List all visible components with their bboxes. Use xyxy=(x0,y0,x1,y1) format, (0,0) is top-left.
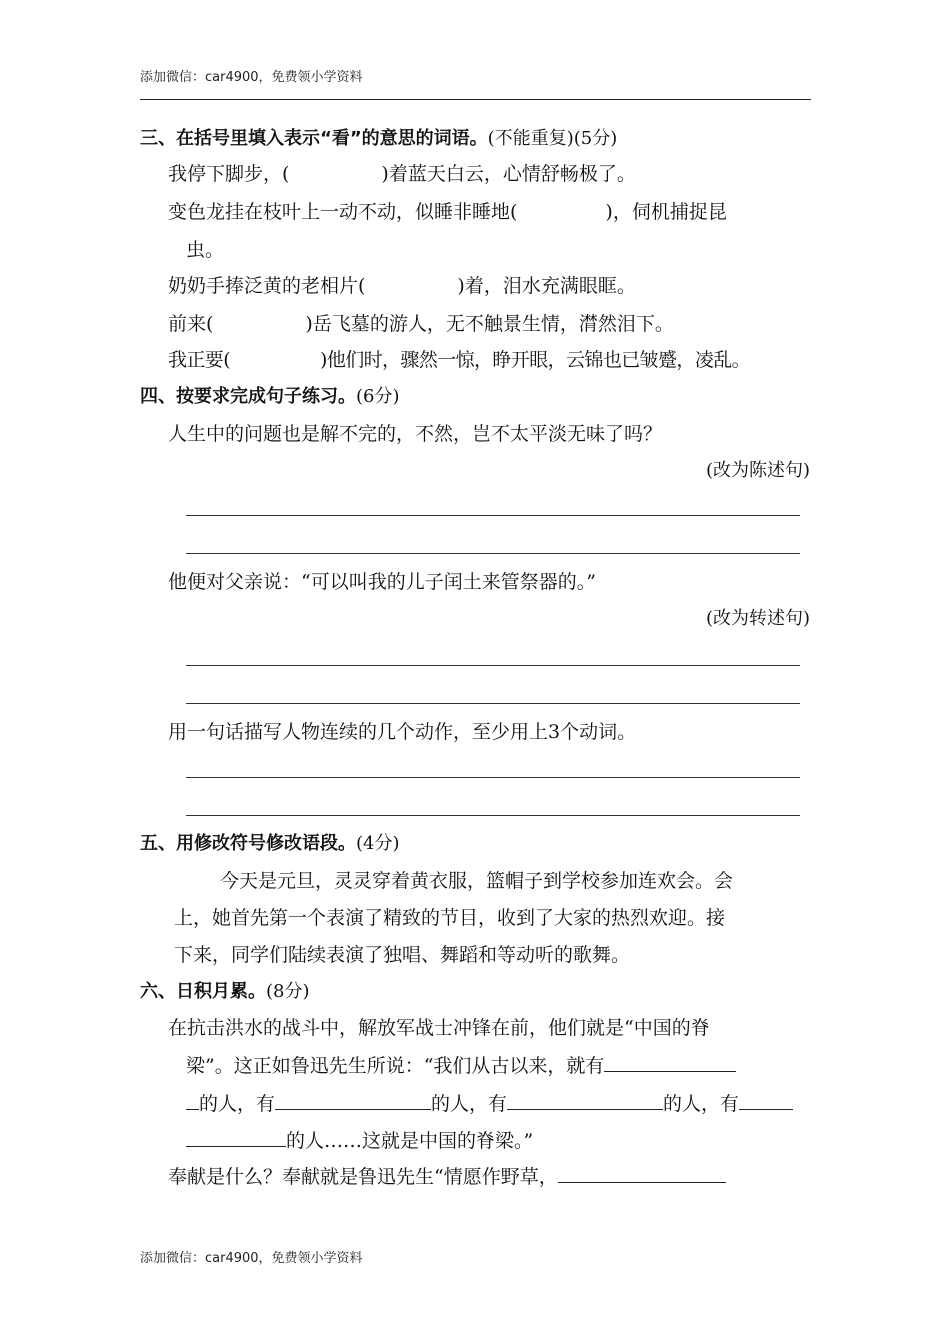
page-header: 添加微信：car4900，免费领小学资料 xyxy=(140,70,363,85)
fill-blank[interactable] xyxy=(186,1128,286,1147)
s4-question-3: 用一句话描写人物连续的几个动作，至少用上3个动词。 xyxy=(168,721,637,743)
s3-item-2: 变色龙挂在枝叶上一动不动，似睡非睡地( )，伺机捕捉昆 xyxy=(168,201,727,223)
s4-question-1: 人生中的问题也是解不完的，不然，岂不太平淡无味了吗？ xyxy=(168,423,663,445)
answer-line[interactable] xyxy=(186,703,800,704)
s3-item-4: 前来( )岳飞墓的游人，无不触景生情，潸然泪下。 xyxy=(168,313,674,335)
s6-p1-line4: 的人……这就是中国的脊梁。” xyxy=(186,1128,533,1153)
section-4-title: 四、按要求完成句子练习。 xyxy=(140,386,356,407)
s3-item-5: 我正要( )他们时，骤然一惊，睁开眼，云锦也已皱蹙，凌乱。 xyxy=(168,349,751,371)
fill-blank[interactable] xyxy=(507,1091,663,1110)
s6-p2: 奉献是什么？奉献就是鲁迅先生“情愿作野草， xyxy=(168,1164,726,1189)
s3-item-2-cont: 虫。 xyxy=(186,239,225,261)
answer-line[interactable] xyxy=(186,665,800,666)
header-divider xyxy=(140,99,811,100)
section-6-heading xyxy=(140,979,310,1004)
fill-blank[interactable] xyxy=(739,1091,793,1110)
fill-blank[interactable] xyxy=(558,1164,726,1183)
s5-paragraph-line: 下来，同学们陆续表演了独唱、舞蹈和等动听的歌舞。 xyxy=(174,944,631,966)
s6-p1-line1: 在抗击洪水的战斗中，解放军战士冲锋在前，他们就是“中国的脊 xyxy=(168,1017,710,1039)
fill-blank[interactable] xyxy=(186,1091,199,1110)
section-4-note: (6分) xyxy=(356,386,400,407)
section-6-title: 六、日积月累。 xyxy=(140,981,266,1002)
fill-blank[interactable] xyxy=(604,1053,736,1072)
s6-p1-line3: 的人，有 的人，有 的人，有 xyxy=(186,1091,793,1116)
s5-paragraph-line: 上，她首先第一个表演了精致的节目，收到了大家的热烈欢迎。接 xyxy=(174,907,726,929)
s3-item-1: 我停下脚步，( )着蓝天白云，心情舒畅极了。 xyxy=(168,163,636,185)
section-5-title: 五、用修改符号修改语段。 xyxy=(140,833,356,854)
s4-q2-hint: (改为转述句) xyxy=(705,608,810,629)
section-3-heading xyxy=(140,126,617,151)
s4-question-2: 他便对父亲说：“可以叫我的儿子闰土来管祭器的。” xyxy=(168,571,596,593)
section-5-heading xyxy=(140,831,400,856)
section-6-note: (8分) xyxy=(266,981,310,1002)
answer-line[interactable] xyxy=(186,777,800,778)
section-4-heading xyxy=(140,384,400,409)
section-5-note: (4分) xyxy=(356,833,400,854)
section-3-title: 三、在括号里填入表示“看”的意思的词语。 xyxy=(140,128,488,149)
section-3-note: (不能重复)(5分) xyxy=(487,128,618,149)
fill-blank[interactable] xyxy=(275,1091,431,1110)
s6-p1-line2: 梁”。这正如鲁迅先生所说：“我们从古以来，就有 xyxy=(186,1053,736,1078)
s3-item-3: 奶奶手捧泛黄的老相片( )着，泪水充满眼眶。 xyxy=(168,275,636,297)
answer-line[interactable] xyxy=(186,515,800,516)
s5-paragraph-line: 今天是元旦，灵灵穿着黄衣服，篮帽子到学校参加连欢会。会 xyxy=(220,870,734,892)
s4-q1-hint: (改为陈述句) xyxy=(705,460,810,481)
answer-line[interactable] xyxy=(186,815,800,816)
page-footer: 添加微信：car4900，免费领小学资料 xyxy=(140,1251,363,1266)
answer-line[interactable] xyxy=(186,553,800,554)
